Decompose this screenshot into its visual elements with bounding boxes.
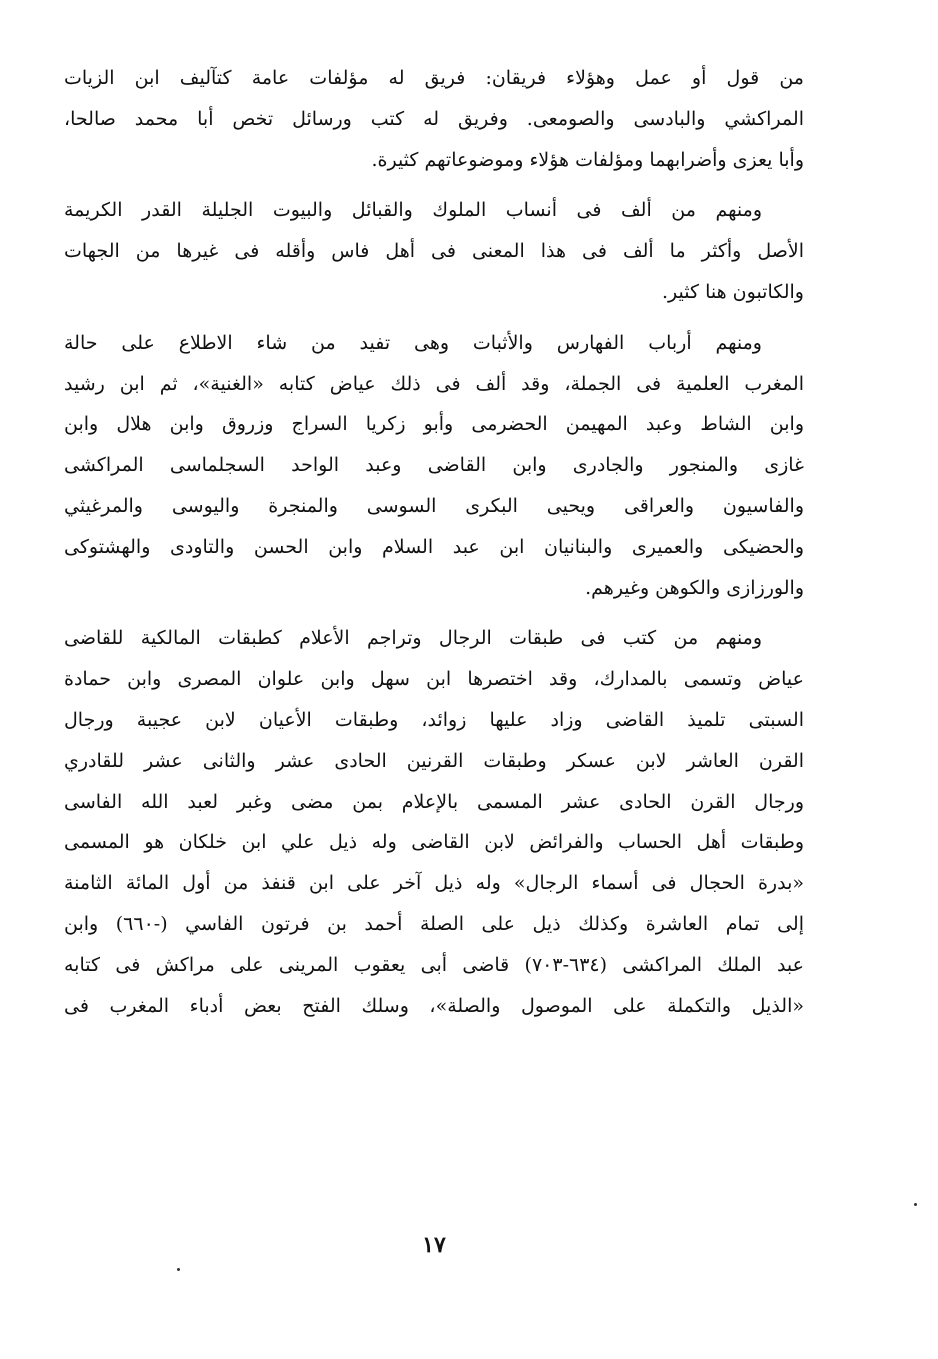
text-line: السبتى تلميذ القاضى وزاد عليها زوائد، وطبقات الأعيان لابن عجيبة ورجال: [64, 708, 804, 731]
text-line: والفاسيون والعراقى ويحيى البكرى السوسى والمنجرة واليوسى والمرغيثي: [64, 494, 804, 517]
text-line: والورزازى والكوهن وغيرهم.: [585, 576, 804, 599]
text-line: إلى تمام العاشرة وكذلك ذيل على الصلة أحمد بن فرتون الفاسي (-٦٦٠) وابن: [64, 912, 804, 935]
scan-speck: [914, 1203, 917, 1206]
text-line: والحضيكى والعميرى والبنانيان ابن عبد السلام وابن الحسن والتاودى والهشتوكى: [64, 535, 804, 558]
text-line: وابن الشاط وعبد المهيمن الحضرمى وأبو زكريا السراج وزروق وابن هلال وابن: [64, 413, 804, 436]
text-line: القرن العاشر لابن عسكر وطبقات القرنين الحادى عشر والثانى عشر للقادري: [64, 749, 804, 772]
paragraph-1: [64, 58, 804, 180]
paragraph-4: [64, 618, 804, 1026]
page-number: ١٧: [422, 1232, 446, 1258]
paragraph-3: [64, 323, 804, 609]
text-line: ومنهم من ألف فى أنساب الملوك والقبائل والبيوت الجليلة القدر الكريمة: [64, 199, 762, 222]
text-line: المراكشي والبادسى والصومعى. وفريق له كتب ورسائل تخص أبا محمد صالحا،: [64, 107, 804, 130]
text-line: الأصل وأكثر ما ألف فى هذا المعنى فى أهل فاس وأقله فى غيرها من الجهات: [64, 240, 804, 263]
text-line: عياض وتسمى بالمدارك، وقد اختصرها ابن سهل وابن علوان المصرى وابن حمادة: [64, 668, 804, 691]
text-line: ورجال القرن الحادى عشر المسمى بالإعلام بمن مضى وغبر لعبد الله الفاسى: [64, 790, 804, 813]
scan-speck: [177, 1268, 180, 1271]
text-line: ومنهم أرباب الفهارس والأثبات وهى تفيد من شاء الاطلاع على حالة: [64, 331, 762, 354]
body-text: [64, 58, 804, 1036]
text-line: والكاتبون هنا كثير.: [662, 280, 804, 303]
paragraph-2: [64, 190, 804, 312]
text-line: وأبا يعزى وأضرابهما ومؤلفات هؤلاء وموضوعاتهم كثيرة.: [371, 148, 804, 171]
text-line: عبد الملك المراكشى (٦٣٤-٧٠٣) قاضى أبى يعقوب المرينى على مراكش فى كتابه: [64, 953, 804, 976]
text-line: من قول أو عمل وهؤلاء فريقان: فريق له مؤلفات عامة كتآليف ابن الزيات: [64, 67, 804, 89]
text-line: وطبقات أهل الحساب والفرائض لابن القاضى وله ذيل علي ابن خلكان هو المسمى: [64, 831, 804, 854]
text-line: المغرب العلمية فى الجملة، وقد ألف فى ذلك عياض كتابه «الغنية»، ثم ابن رشيد: [64, 372, 804, 395]
text-line: ومنهم من كتب فى طبقات الرجال وتراجم الأعلام كطبقات المالكية للقاضى: [64, 627, 762, 650]
text-line: «الذيل والتكملة على الموصول والصلة»، وسلك الفتح بعض أدباء المغرب فى: [64, 994, 804, 1017]
text-line: «بدرة الحجال فى أسماء الرجال» وله ذيل آخر على ابن قنفذ من أول المائة الثامنة: [64, 872, 804, 895]
text-line: غازى والمنجور والجادرى وابن القاضى وعبد الواحد السجلماسى المراكشى: [64, 454, 804, 477]
